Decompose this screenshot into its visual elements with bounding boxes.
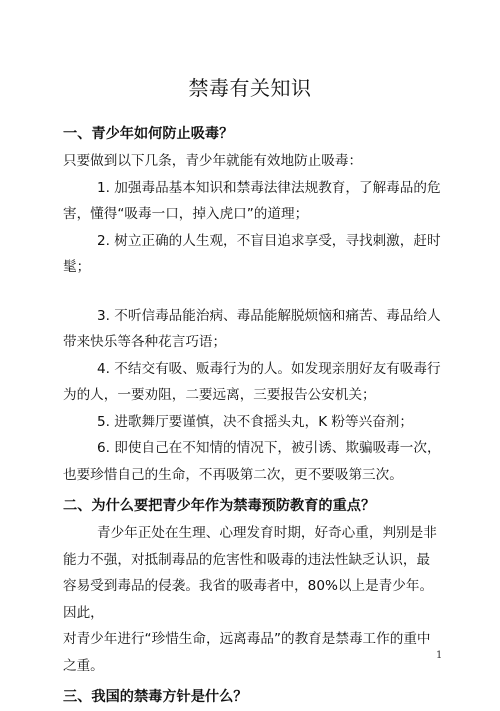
paragraph-gap — [63, 281, 443, 303]
section1-heading: 一、青少年如何防止吸毒？ — [63, 126, 234, 142]
document-title: 禁毒有关知识 — [188, 76, 312, 100]
document-body — [63, 120, 443, 711]
section1-intro: 只要做到以下几条，青少年就能有效地防止吸毒： — [63, 153, 363, 169]
section1-item-1: 1. 加强毒品基本知识和禁毒法律法规教育，了解毒品的危害，懂得“吸毒一口，掉入虎口”的道理； — [63, 179, 441, 222]
section1-item-6: 6. 即使自己在不知情的情况下，被引诱、欺骗吸毒一次，也要珍惜自己的生命，不再吸第二次，更不要吸第三次。 — [63, 440, 441, 483]
section1-item-4: 4. 不结交有吸、贩毒行为的人。如发现亲朋好友有吸毒行为的人，一要劝阻，二要远离，三要报告公安机关； — [63, 360, 441, 403]
section2-paragraph-1: 青少年正处在生理、心理发育时期，好奇心重，判别是非能力不强，对抵制毒品的危害性和吸毒的违法性缺乏认识，最容易受到毒品的侵袭。我省的吸毒者中，80%以上是青少年。因此， — [63, 525, 437, 621]
section1-item-2: 2. 树立正确的人生观，不盲目追求享受，寻找刺激，赶时髦； — [63, 232, 441, 275]
section3-heading: 三、我国的禁毒方针是什么？ — [63, 689, 248, 705]
section2-heading: 二、为什么要把青少年作为禁毒预防教育的重点？ — [63, 498, 376, 514]
page-number: 1 — [436, 650, 443, 661]
section2-paragraph-2: 对青少年进行“珍惜生命，远离毒品”的教育是禁毒工作的重中之重。 — [63, 631, 431, 674]
section1-item-5: 5. 进歌舞厅要谨慎，决不食摇头丸，K 粉等兴奋剂； — [97, 413, 413, 430]
section1-item-3: 3. 不听信毒品能治病、毒品能解脱烦恼和痛苦、毒品给人带来快乐等各种花言巧语； — [63, 307, 441, 350]
